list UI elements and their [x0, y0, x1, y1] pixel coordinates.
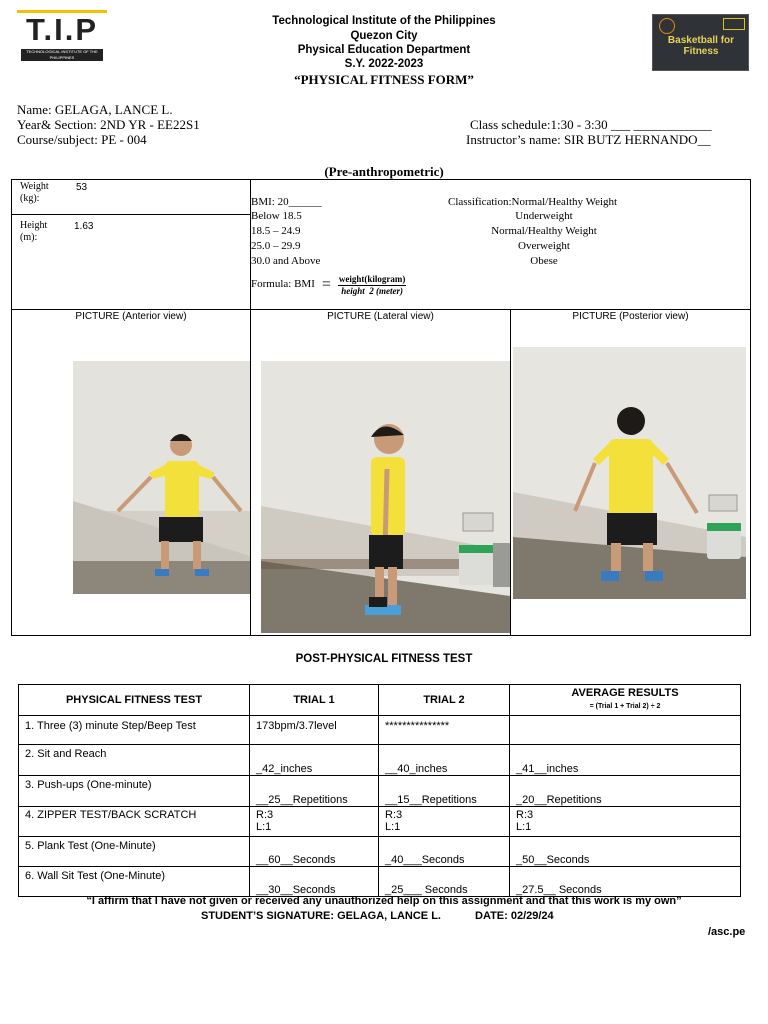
bmi-range-3: 30.0 and Above [251, 255, 321, 267]
table-row [19, 716, 741, 745]
average-value: _27.5__ Seconds [510, 867, 741, 897]
test-name: 3. Push-ups (One-minute) [19, 776, 250, 807]
test-name: 2. Sit and Reach [19, 745, 250, 776]
bmi-category-2: Overweight [518, 240, 570, 252]
student-signature: STUDENT’S SIGNATURE: GELAGA, LANCE L. [201, 910, 441, 922]
weight-value: 53 [76, 182, 88, 193]
basketball-fitness-logo [652, 14, 749, 71]
bmi-category-3: Obese [530, 255, 558, 267]
test-name: 5. Plank Test (One-Minute) [19, 837, 250, 867]
bmi-formula-fraction [338, 274, 407, 297]
post-test-header-row [19, 685, 741, 716]
average-value [510, 716, 741, 745]
signature-date: DATE: 02/29/24 [475, 910, 554, 922]
student-name: Name: GELAGA, LANCE L. [17, 102, 173, 117]
header-test: PHYSICAL FITNESS TEST [19, 685, 250, 716]
trial-1-value: 173bpm/3.7level [250, 716, 379, 745]
table-row [19, 807, 741, 837]
average-value: _41__inches [510, 745, 741, 776]
trial-1-value: __60__Seconds [250, 837, 379, 867]
header-trial-1: TRIAL 1 [250, 685, 379, 716]
bmi-formula-label: Formula: BMI [251, 278, 315, 290]
bmi-formula-equals: = [321, 276, 331, 293]
table-row [19, 745, 741, 776]
picture-anterior-label: PICTURE (Anterior view) [75, 311, 187, 322]
table-row [19, 776, 741, 807]
bmi-formula-numerator: weight(kilogram) [338, 274, 406, 284]
trial-2-value: __15__Repetitions [379, 776, 510, 807]
form-title: “PHYSICAL FITNESS FORM” [294, 72, 474, 87]
trial-1-value [250, 807, 379, 837]
trial-2-value: _25___ Seconds [379, 867, 510, 897]
instructor-name: Instructor’s name: SIR BUTZ HERNANDO__ [466, 132, 711, 147]
trial-1-value: __25__Repetitions [250, 776, 379, 807]
picture-posterior-label: PICTURE (Posterior view) [572, 311, 689, 322]
tip-logo-subtext: TECHNOLOGICAL INSTITUTE OF THE PHILIPPINES [21, 49, 103, 61]
trial-2-value [379, 807, 510, 837]
document-code: /asc.pe [708, 926, 746, 938]
test-name: 4. ZIPPER TEST/BACK SCRATCH [19, 807, 250, 837]
city: Quezon City [350, 30, 418, 42]
test-name: 1. Three (3) minute Step/Beep Test [19, 716, 250, 745]
bmi-formula-denominator: height 2 (meter) [341, 286, 404, 296]
trial-1-left: L:1 [256, 821, 272, 833]
lateral-view-photo [261, 361, 510, 633]
post-test-table [18, 684, 741, 897]
bmi-range-1: 18.5 – 24.9 [251, 225, 301, 237]
affirmation-statement: “I affirm that I have not given or received any unauthorized help on this assignment and that this work is my own” [86, 895, 682, 907]
bmi-value: BMI: 20______ [251, 196, 322, 208]
table-row [19, 867, 741, 897]
header-trial-2: TRIAL 2 [379, 685, 510, 716]
department: Physical Education Department [297, 44, 471, 56]
trial-2-right: R:3 [385, 809, 403, 821]
basketball-fitness-logo-text: Basketball for Fitness [667, 35, 735, 57]
trial-2-value: _40___Seconds [379, 837, 510, 867]
bmi-formula [251, 274, 406, 297]
pre-anthropometric-title: (Pre-anthropometric) [324, 164, 444, 179]
trial-2-value: __40_inches [379, 745, 510, 776]
bmi-classification: Classification:Normal/Healthy Weight [448, 196, 618, 208]
school-year: S.Y. 2022-2023 [344, 58, 424, 70]
bmi-range-2: 25.0 – 29.9 [251, 240, 301, 252]
trial-1-value: __30__Seconds [250, 867, 379, 897]
trial-2-left: L:1 [385, 821, 401, 833]
average-value: _20__Repetitions [510, 776, 741, 807]
scoreboard-icon [723, 18, 745, 30]
header-average-label: AVERAGE RESULTS [571, 687, 679, 699]
anterior-view-photo [73, 361, 250, 594]
height-value: 1.63 [74, 221, 94, 232]
test-name: 6. Wall Sit Test (One-Minute) [19, 867, 250, 897]
height-label: Height (m): [20, 220, 48, 243]
trial-2-value: *************** [379, 716, 510, 745]
post-test-title: POST-PHYSICAL FITNESS TEST [295, 653, 473, 665]
bmi-category-1: Normal/Healthy Weight [491, 225, 597, 237]
average-left: L:1 [516, 821, 532, 833]
posterior-view-photo [513, 347, 746, 599]
institution-name: Technological Institute of the Philippines [272, 15, 496, 27]
trial-1-right: R:3 [256, 809, 274, 821]
header-average [510, 685, 741, 716]
picture-lateral-label: PICTURE (Lateral view) [327, 311, 434, 322]
course-subject: Course/subject: PE - 004 [17, 132, 147, 147]
weight-label: Weight (kg): [20, 181, 49, 204]
average-right: R:3 [516, 809, 534, 821]
bmi-category-0: Underweight [515, 210, 573, 222]
average-value [510, 807, 741, 837]
class-schedule: Class schedule:1:30 - 3:30 ___ ____________ [470, 117, 712, 132]
basketball-icon [659, 18, 675, 34]
trial-1-value: _42_inches [250, 745, 379, 776]
table-row [19, 837, 741, 867]
header-average-formula: = (Trial 1 + Trial 2) ÷ 2 [589, 703, 661, 710]
average-value: _50__Seconds [510, 837, 741, 867]
tip-logo [17, 10, 107, 64]
year-section: Year& Section: 2ND YR - EE22S1 [17, 117, 200, 132]
tip-logo-text: T.I.P [25, 12, 98, 47]
bmi-range-0: Below 18.5 [251, 210, 302, 222]
